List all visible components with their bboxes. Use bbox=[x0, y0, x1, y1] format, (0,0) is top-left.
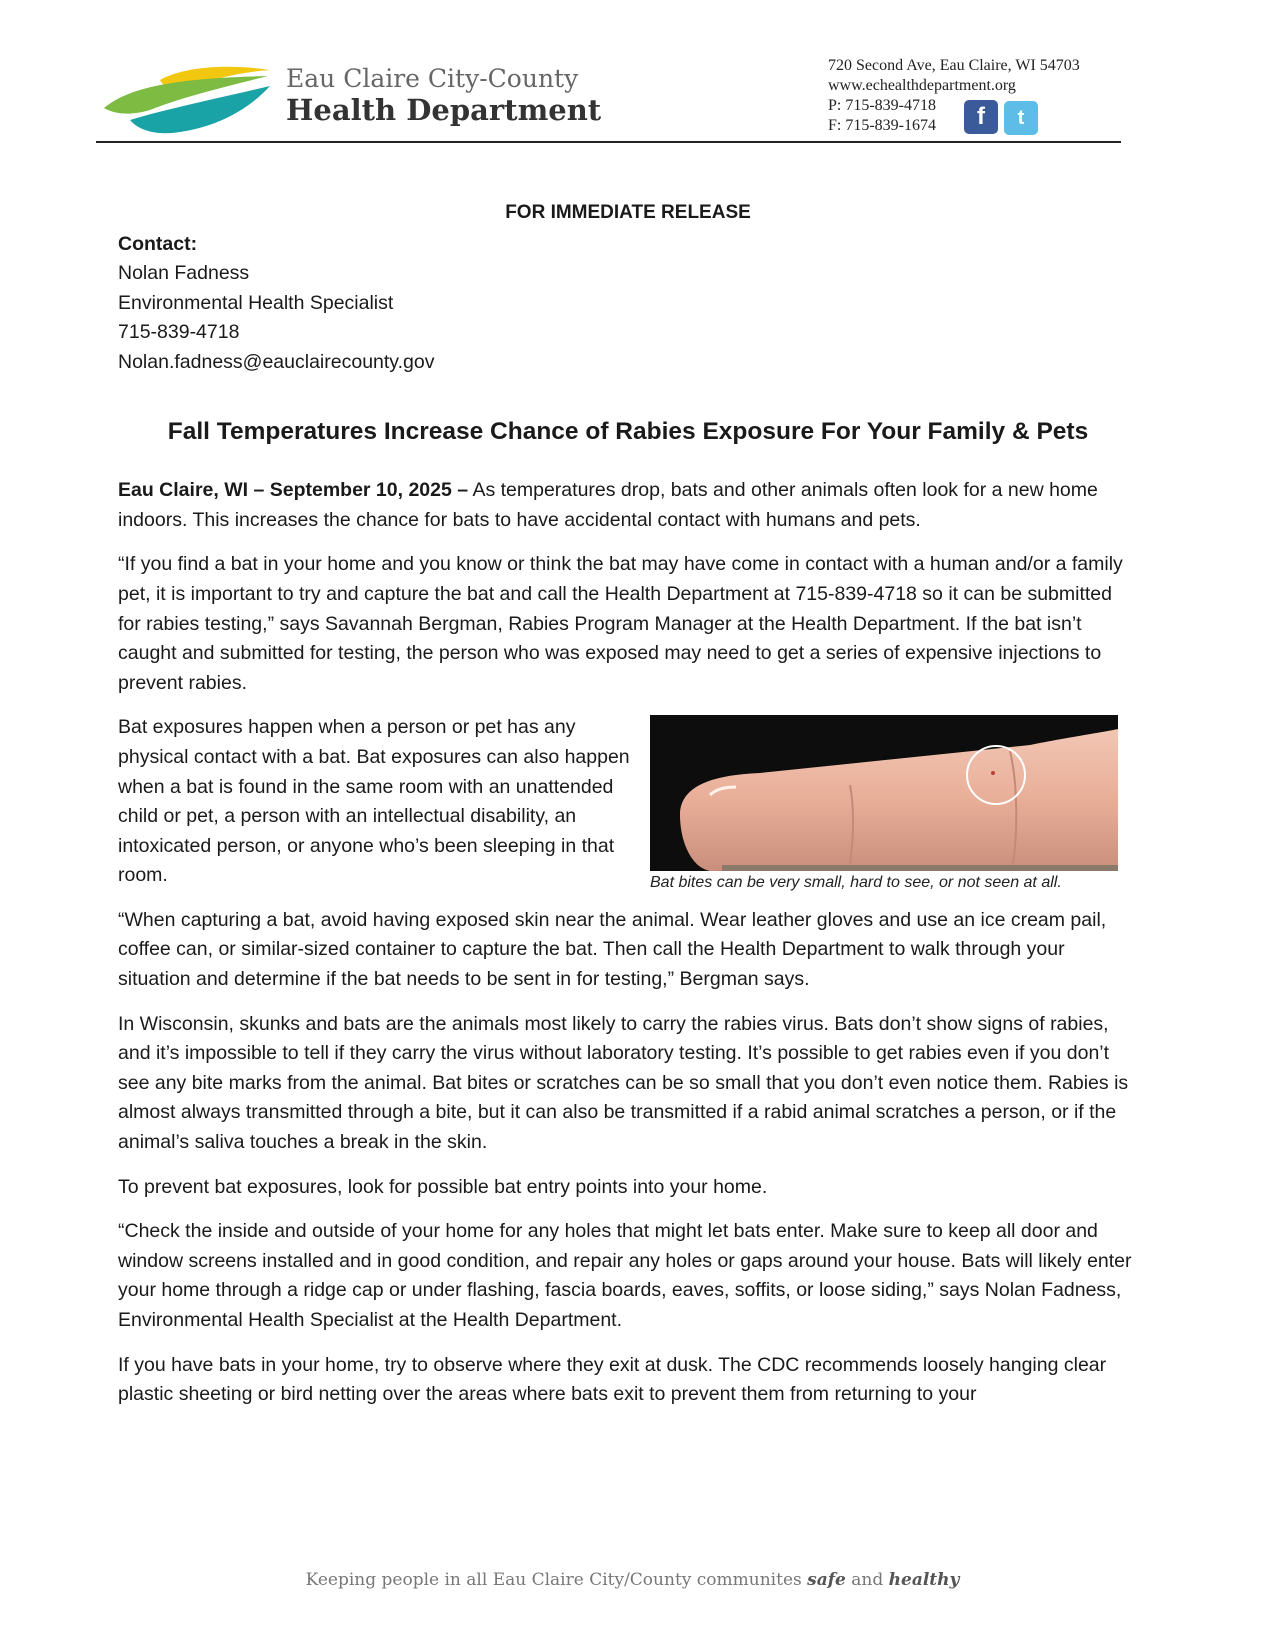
org-name-line2: Health Department bbox=[286, 93, 602, 127]
org-name-line1: Eau Claire City-County bbox=[286, 64, 579, 93]
contact-email[interactable]: Nolan.fadness@eauclairecounty.gov bbox=[118, 350, 435, 373]
contact-phone: 715-839-4718 bbox=[118, 321, 240, 344]
street-address: 720 Second Ave, Eau Claire, WI 54703 bbox=[828, 57, 1080, 74]
contact-label: Contact: bbox=[118, 232, 198, 255]
contact-title: Environmental Health Specialist bbox=[118, 291, 394, 314]
paragraph-5: In Wisconsin, skunks and bats are the animals most likely to carry the rabies virus. Bats don’t show signs of rabies, and it’s impossible to tell if they carry the virus without laboratory testing. It’s possible to get rabies even if you don’t see any bite marks from the animal. Bat bites or scratches can be so small that you don’t even notice them. Rabies is almost always transmitted through a bite, but it can also be transmitted if a rabid animal scratches a person, or if the animal’s saliva touches a break in the skin. bbox=[118, 1012, 1129, 1154]
contact-name: Nolan Fadness bbox=[118, 262, 250, 285]
dateline: Eau Claire, WI – September 10, 2025 – bbox=[118, 479, 469, 502]
twitter-icon[interactable]: t bbox=[1004, 101, 1038, 135]
footer-safe: safe bbox=[807, 1570, 846, 1590]
figure-caption: Bat bites can be very small, hard to see, or not seen at all. bbox=[650, 874, 1062, 892]
paragraph-1 bbox=[118, 476, 1138, 535]
health-department-logo bbox=[100, 58, 272, 138]
website-link[interactable]: www.echealthdepartment.org bbox=[828, 77, 1016, 94]
letterhead bbox=[96, 52, 1121, 142]
phone-number: P: 715-839-4718 bbox=[828, 97, 936, 114]
bite-figure bbox=[650, 715, 1120, 893]
header-divider bbox=[96, 141, 1121, 143]
contact-section bbox=[118, 230, 1138, 378]
footer-tagline bbox=[0, 1570, 1265, 1590]
paragraph-1-text: As temperatures drop, bats and other animals often look for a new home indoors. This increases the chance for bats to have accidental contact with humans and pets. bbox=[118, 479, 1098, 531]
paragraph-6: To prevent bat exposures, look for possible bat entry points into your home. bbox=[118, 1175, 768, 1198]
footer-prefix: Keeping people in all Eau Claire City/County communites bbox=[305, 1570, 802, 1590]
headline: Fall Temperatures Increase Chance of Rabies Exposure For Your Family & Pets bbox=[167, 417, 1089, 445]
facebook-icon[interactable]: f bbox=[964, 100, 998, 134]
footer-healthy: healthy bbox=[888, 1570, 960, 1590]
paragraph-7: “Check the inside and outside of your home for any holes that might let bats enter. Make sure to keep all door and window screens installed and in good condition, and repair any holes or gaps around your house. Bats will likely enter your home through a ridge cap or under flashing, fascia boards, eaves, soffits, or loose siding,” says Nolan Fadness, Environmental Health Specialist at the Health Department. bbox=[118, 1220, 1132, 1331]
paragraph-4: “When capturing a bat, avoid having exposed skin near the animal. Wear leather gloves and use an ice cream pail, coffee can, or similar-sized container to capture the bat. Then call the Health Department to walk through your situation and determine if the bat needs to be sent in for testing,” Bergman says. bbox=[118, 908, 1107, 991]
press-release-body bbox=[118, 198, 1138, 1425]
fax-number: F: 715-839-1674 bbox=[828, 117, 936, 134]
footer-and: and bbox=[851, 1570, 884, 1590]
organization-name bbox=[286, 64, 601, 127]
paragraph-2: “If you find a bat in your home and you know or think the bat may have come in contact with a human and/or a family pet, it is important to try and capture the bat and call the Health Department at 715-839-4718 so it can be submitted for rabies testing,” says Savannah Bergman, Rabies Program Manager at the Health Department. If the bat isn’t caught and submitted for testing, the person who was exposed may need to get a series of expensive injections to prevent rabies. bbox=[118, 553, 1123, 694]
finger-bite-photo bbox=[650, 715, 1118, 871]
social-links bbox=[964, 100, 1044, 135]
release-label: FOR IMMEDIATE RELEASE bbox=[505, 202, 751, 223]
paragraph-8: If you have bats in your home, try to observe where they exit at dusk. The CDC recommends loosely hanging clear plastic sheeting or bird netting over the areas where bats exit to prevent them from returning to your bbox=[118, 1353, 1107, 1406]
paragraph-3: Bat exposures happen when a person or pet has any physical contact with a bat. Bat exposures can also happen when a bat is found in the same room with an unattended child or pet, a person with an intellectual disability, an intoxicated person, or anyone who’s been sleeping in that room. bbox=[118, 716, 630, 887]
